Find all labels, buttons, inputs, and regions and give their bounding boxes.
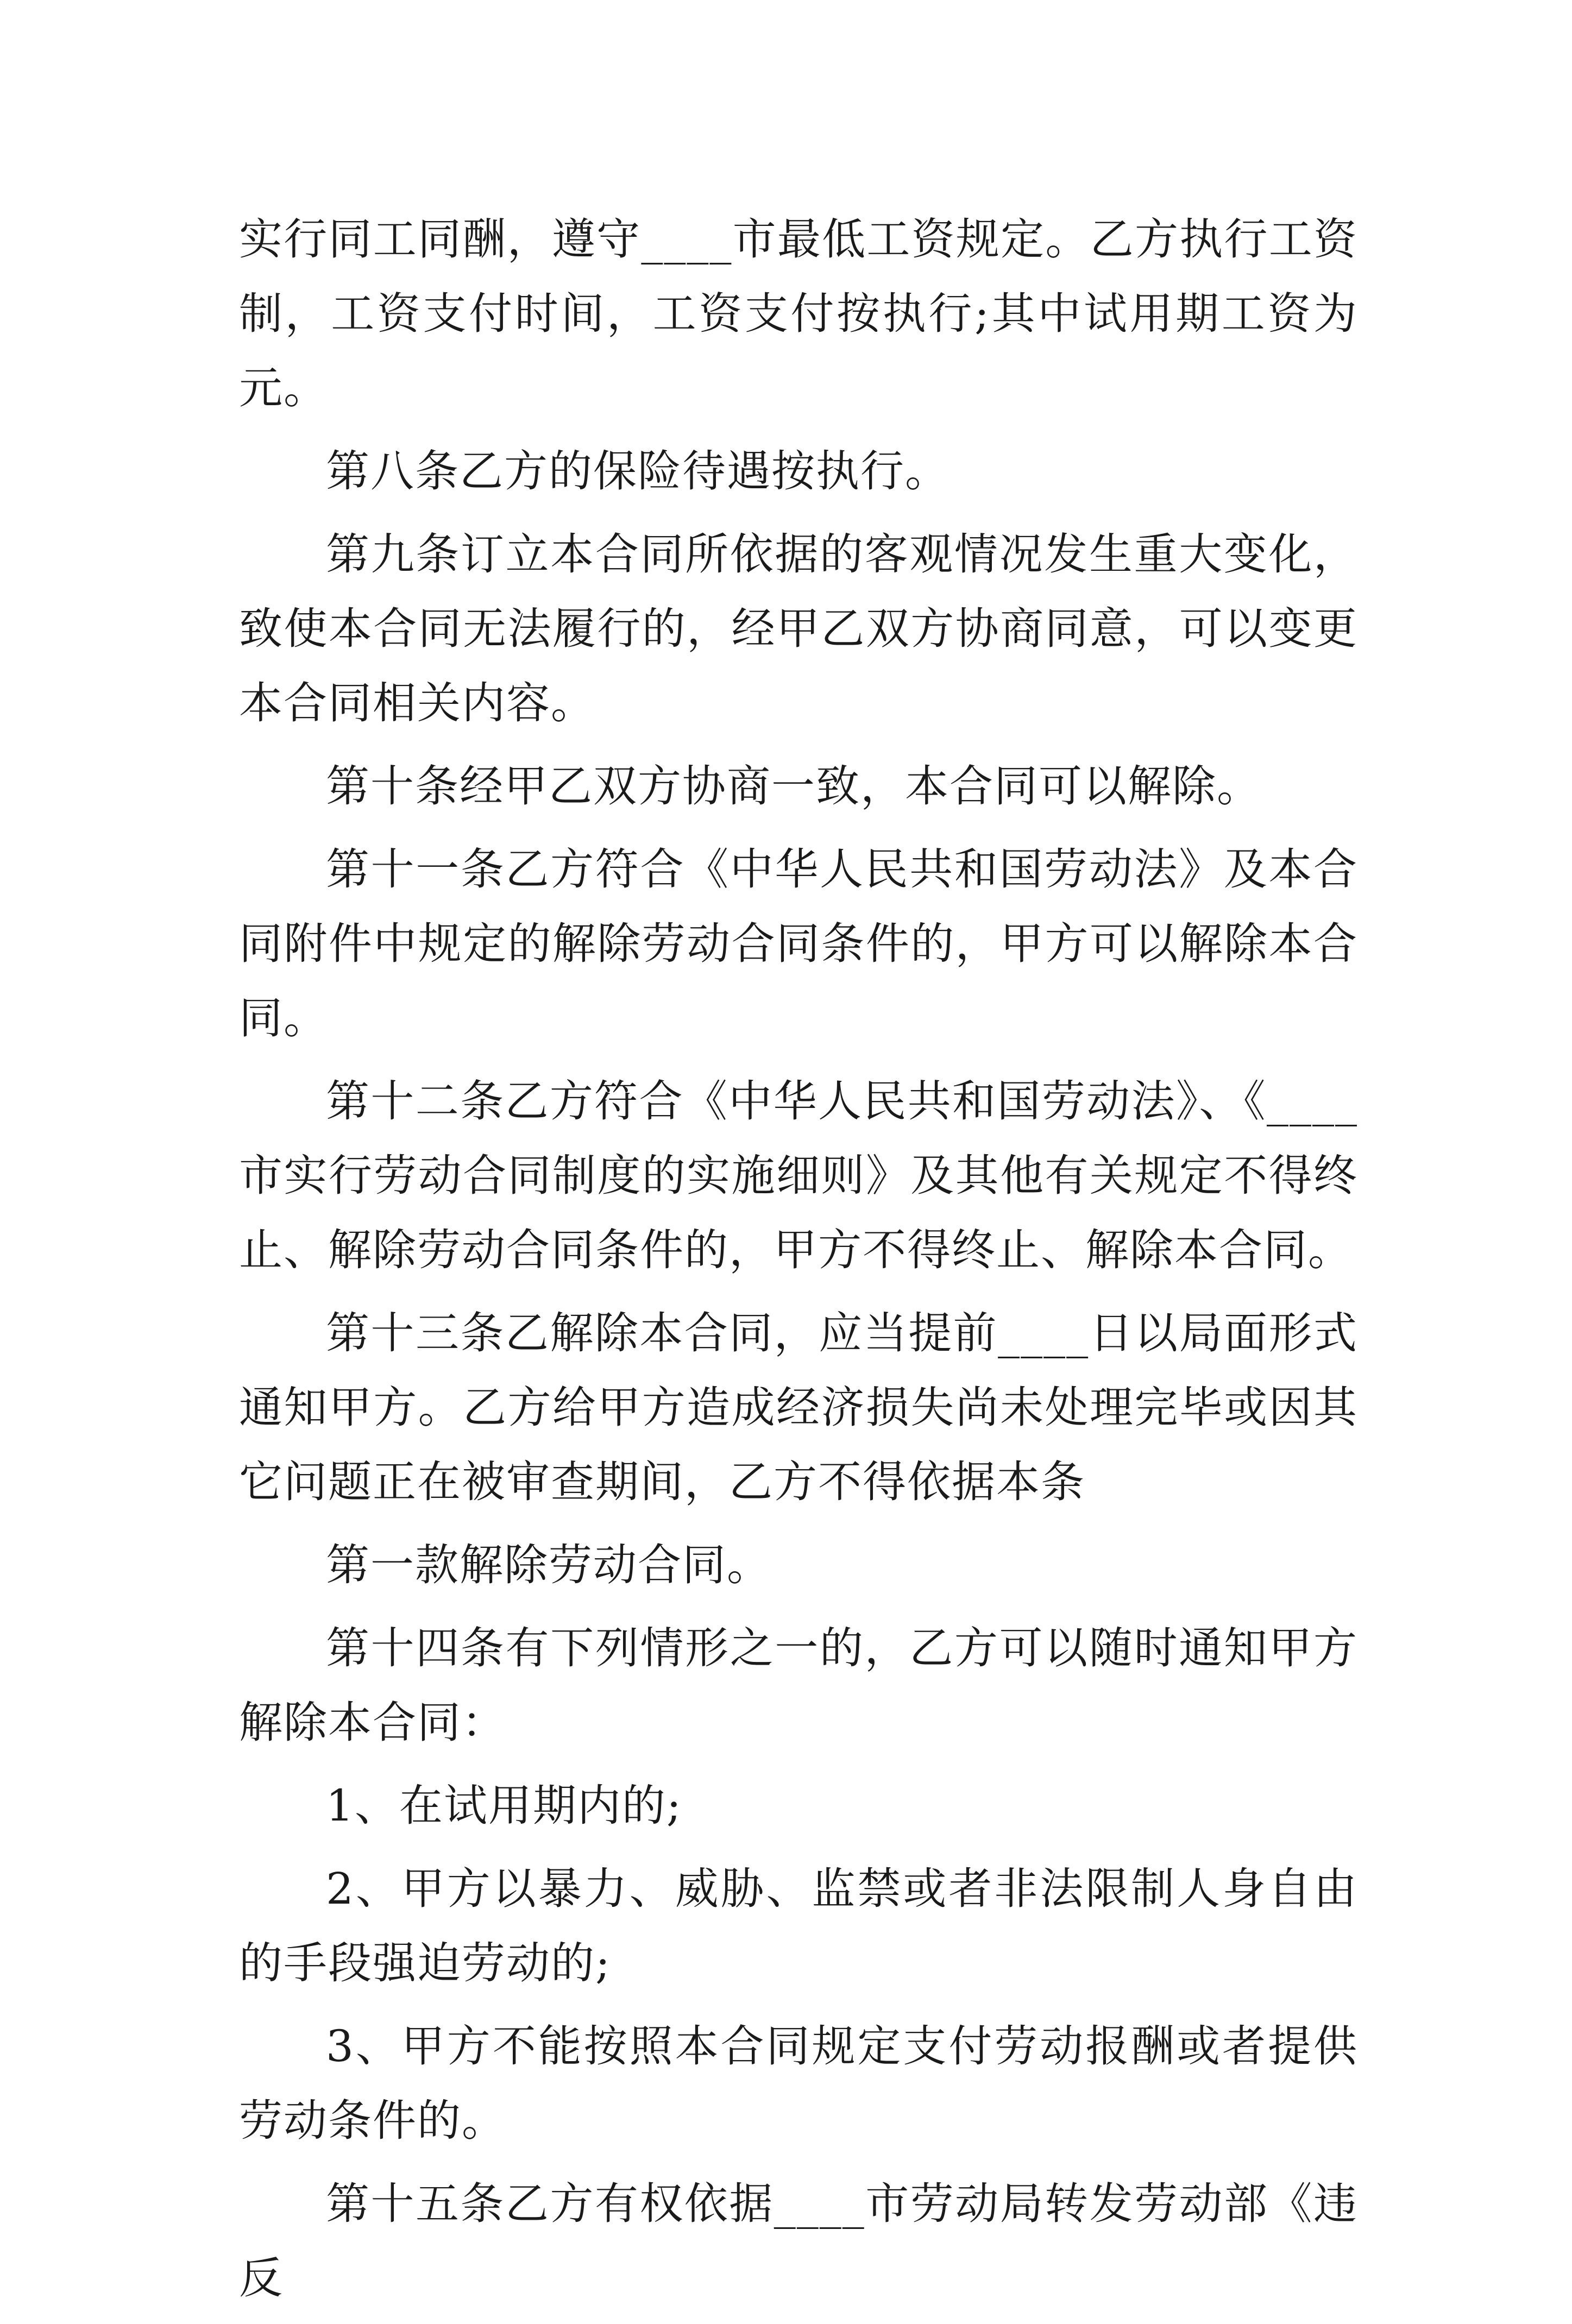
paragraph-article-15: 第十五条乙方有权依据____市劳动局转发劳动部《违反 (239, 2178, 1358, 2303)
paragraph-article-13: 第十三条乙解除本合同，应当提前____日以局面形式通知甲方。乙方给甲方造成经济损失尚未处理完毕或因其它问题正在被审查期间，乙方不得依据本条 (239, 1308, 1358, 1507)
paragraph-article-10: 第十条经甲乙双方协商一致，本合同可以解除。 (326, 761, 1261, 811)
list-item-3: 3、甲方不能按照本合同规定支付劳动报酬或者提供劳动条件的。 (239, 2021, 1358, 2146)
paragraph-article-12: 第十二条乙方符合《中华人民共和国劳动法》、《____市实行劳动合同制度的实施细则》及其他有关规定不得终止、解除劳动合同条件的，甲方不得终止、解除本合同。 (239, 1076, 1358, 1275)
paragraph-wage-continuation: 实行同工同酬，遵守____市最低工资规定。乙方执行工资制，工资支付时间，工资支付按执行;其中试用期工资为元。 (239, 214, 1358, 413)
list-item-2: 2、甲方以暴力、威胁、监禁或者非法限制人身自由的手段强迫劳动的; (239, 1863, 1358, 1988)
paragraph-article-14: 第十四条有下列情形之一的，乙方可以随时通知甲方解除本合同： (239, 1623, 1358, 1748)
paragraph-article-9: 第九条订立本合同所依据的客观情况发生重大变化，致使本合同无法履行的，经甲乙双方协商同意，可以变更本合同相关内容。 (239, 529, 1358, 728)
paragraph-article-13-clause-1: 第一款解除劳动合同。 (326, 1540, 771, 1590)
document-body (239, 202, 1358, 2324)
list-item-1: 1、在试用期内的; (326, 1780, 682, 1831)
paragraph-article-8: 第八条乙方的保险待遇按执行。 (326, 446, 950, 496)
paragraph-article-11: 第十一条乙方符合《中华人民共和国劳动法》及本合同附件中规定的解除劳动合同条件的，甲方可以解除本合同。 (239, 844, 1358, 1043)
